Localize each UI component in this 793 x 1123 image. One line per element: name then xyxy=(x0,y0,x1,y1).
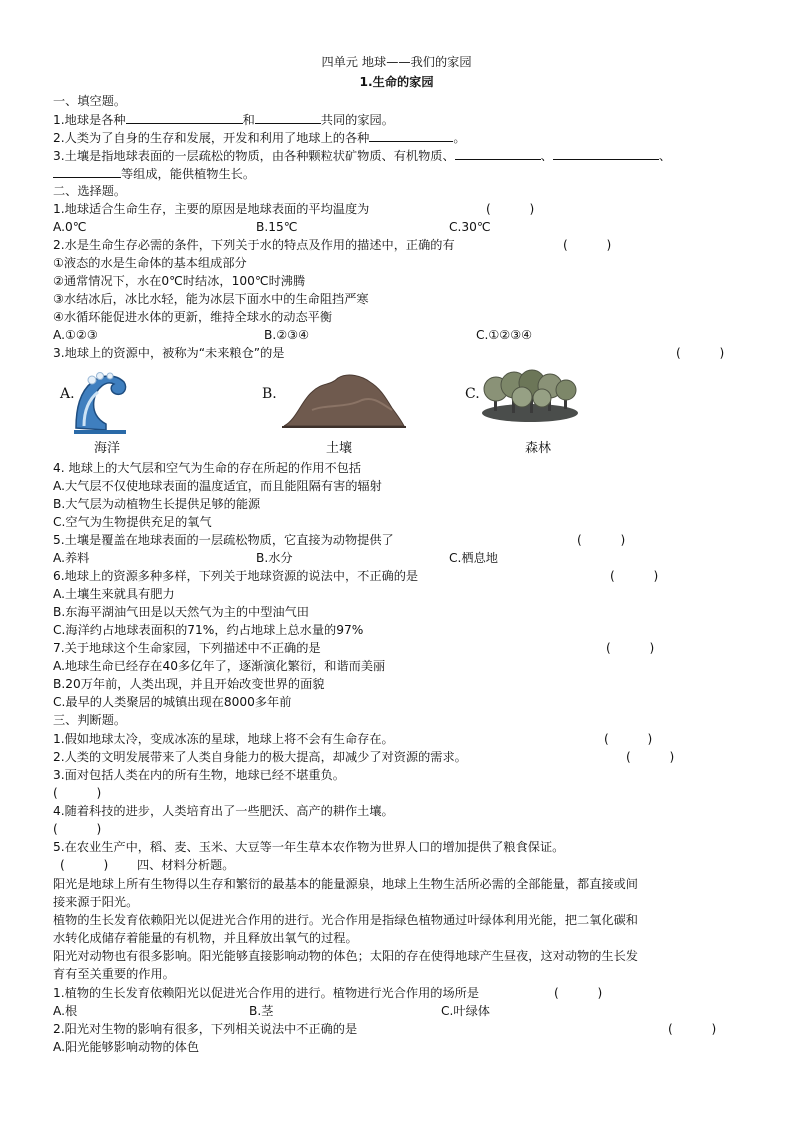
section-choice-heading: 二、选择题。 xyxy=(53,184,127,198)
statement-item: ①液态的水是生命体的基本组成部分 xyxy=(53,256,247,270)
option-c[interactable]: C.最早的人类聚居的城镇出现在8000多年前 xyxy=(53,695,292,709)
choice-q4-text: 4. 地球上的大气层和空气为生命的存在所起的作用不包括 xyxy=(53,461,362,475)
image-caption-forest: 森林 xyxy=(525,441,552,456)
statement-item: ②通常情况下，水在0℃时结冰，100℃时沸腾 xyxy=(53,274,306,288)
option-b[interactable]: B.15℃ xyxy=(256,220,298,234)
option-c[interactable]: C.海洋约占地球表面积的71%，约占地球上总水量的97% xyxy=(53,623,364,637)
image-option-a-letter[interactable]: A. xyxy=(60,386,75,402)
material-paragraph: 阳光对动物也有很多影响。阳光能够直接影响动物的体色；太阳的存在使得地球产生昼夜，这对动物的生长发 xyxy=(53,949,638,963)
judge-q5-text: 5.在农业生产中，稻、麦、玉米、大豆等一年生草本农作物为世界人口的增加提供了粮食保证。 xyxy=(53,840,565,854)
option-a[interactable]: A.养料 xyxy=(53,551,90,565)
answer-paren[interactable]: ( ) xyxy=(610,569,659,583)
forest-icon[interactable] xyxy=(480,365,580,423)
judge-q2-text: 2.人类的文明发展带来了人类自身能力的极大提高，却减少了对资源的需求。 xyxy=(53,750,467,764)
choice-q3-text: 3.地球上的资源中，被称为“未来粮仓”的是 xyxy=(53,346,285,360)
choice-q5-text: 5.土壤是覆盖在地球表面的一层疏松物质，它直接为动物提供了 xyxy=(53,533,394,547)
fill-blank-q3-line1: 3.土壤是指地球表面的一层疏松的物质，由各种颗粒状矿物质、有机物质、 、 、 xyxy=(53,149,672,163)
material-q1-text: 1.植物的生长发育依赖阳光以促进光合作用的进行。植物进行光合作用的场所是 xyxy=(53,986,480,1000)
option-a[interactable]: A.大气层不仅使地球表面的温度适宜，而且能阻隔有害的辐射 xyxy=(53,479,382,493)
image-option-c-letter[interactable]: C. xyxy=(465,386,480,402)
answer-paren[interactable]: ( ) xyxy=(676,346,725,360)
answer-paren[interactable]: ( ) xyxy=(626,750,675,764)
section-fill-blank-heading: 一、填空题。 xyxy=(53,94,127,108)
material-q2-text: 2.阳光对生物的影响有很多，下列相关说法中不正确的是 xyxy=(53,1022,358,1036)
material-paragraph: 阳光是地球上所有生物得以生存和繁衍的最基本的能量源泉，地球上生物生活所必需的全部能量，都直接或间 xyxy=(53,877,638,891)
answer-blank[interactable] xyxy=(126,111,243,124)
option-b[interactable]: B.茎 xyxy=(249,1004,274,1018)
lesson-title: 1.生命的家园 xyxy=(359,75,434,89)
answer-paren[interactable]: ( ) xyxy=(606,641,655,655)
section-material-heading: 四、材料分析题。 xyxy=(137,858,235,872)
judge-q1-text: 1.假如地球太冷，变成冰冻的星球，地球上将不会有生命存在。 xyxy=(53,732,394,746)
material-paragraph: 植物的生长发育依赖阳光以促进光合作用的进行。光合作用是指绿色植物通过叶绿体利用光能，把二氧化碳和 xyxy=(53,913,638,927)
choice-q7-text: 7.关于地球这个生命家园，下列描述中不正确的是 xyxy=(53,641,321,655)
answer-blank[interactable] xyxy=(553,147,659,160)
option-c[interactable]: C.①②③④ xyxy=(476,328,533,342)
fill-blank-q2: 2.人类为了自身的生存和发展，开发和利用了地球上的各种 。 xyxy=(53,131,466,145)
material-paragraph: 水转化成储存着能量的有机物，并且释放出氧气的过程。 xyxy=(53,931,358,945)
choice-q1-text: 1.地球适合生命生存，主要的原因是地球表面的平均温度为 xyxy=(53,202,370,216)
answer-blank[interactable] xyxy=(455,147,541,160)
option-b[interactable]: B.大气层为动植物生长提供足够的能源 xyxy=(53,497,261,511)
option-c[interactable]: C.叶绿体 xyxy=(441,1004,490,1018)
fill-blank-q1: 1.地球是各种 和 共同的家园。 xyxy=(53,113,394,127)
option-a[interactable]: A.0℃ xyxy=(53,220,87,234)
option-c[interactable]: C.空气为生物提供充足的氧气 xyxy=(53,515,212,529)
option-b[interactable]: B.东海平湖油气田是以天然气为主的中型油气田 xyxy=(53,605,309,619)
choice-q2-text: 2.水是生命生存必需的条件，下列关于水的特点及作用的描述中，正确的有 xyxy=(53,238,455,252)
unit-title: 四单元 地球——我们的家园 xyxy=(321,55,472,69)
statement-item: ④水循环能促进水体的更新，维持全球水的动态平衡 xyxy=(53,310,333,324)
answer-paren[interactable]: ( ) xyxy=(60,858,109,872)
answer-paren[interactable]: ( ) xyxy=(604,732,653,746)
answer-paren[interactable]: ( ) xyxy=(554,986,603,1000)
option-c[interactable]: C.30℃ xyxy=(449,220,491,234)
judge-q4-text: 4.随着科技的进步，人类培育出了一些肥沃、高产的耕作土壤。 xyxy=(53,804,394,818)
option-a[interactable]: A.根 xyxy=(53,1004,78,1018)
soil-icon[interactable] xyxy=(282,370,406,428)
answer-paren[interactable]: ( ) xyxy=(486,202,535,216)
option-a[interactable]: A.①②③ xyxy=(53,328,98,342)
section-judgement-heading: 三、判断题。 xyxy=(53,713,127,727)
answer-paren[interactable]: ( ) xyxy=(53,786,102,800)
choice-q6-text: 6.地球上的资源多种多样，下列关于地球资源的说法中，不正确的是 xyxy=(53,569,419,583)
option-a[interactable]: A.土壤生来就具有肥力 xyxy=(53,587,175,601)
image-option-b-letter[interactable]: B. xyxy=(262,386,277,402)
wave-icon[interactable] xyxy=(70,368,130,434)
option-a[interactable]: A.地球生命已经存在40多亿年了，逐渐演化繁衍，和谐而美丽 xyxy=(53,659,386,673)
fill-blank-q3-line2: 等组成，能供植物生长。 xyxy=(53,165,255,182)
image-caption-soil: 土壤 xyxy=(326,441,353,456)
option-c[interactable]: C.栖息地 xyxy=(449,551,498,565)
statement-item: ③水结冰后，冰比水轻，能为冰层下面水中的生命阻挡严寒 xyxy=(53,292,369,306)
option-b[interactable]: B.②③④ xyxy=(264,328,310,342)
option-a[interactable]: A.阳光能够影响动物的体色 xyxy=(53,1040,200,1054)
material-paragraph: 接来源于阳光。 xyxy=(53,895,139,909)
judge-q3-text: 3.面对包括人类在内的所有生物，地球已经不堪重负。 xyxy=(53,768,345,782)
image-caption-ocean: 海洋 xyxy=(94,441,121,456)
answer-paren[interactable]: ( ) xyxy=(577,533,626,547)
option-b[interactable]: B.水分 xyxy=(256,551,293,565)
option-b[interactable]: B.20万年前，人类出现，并且开始改变世界的面貌 xyxy=(53,677,325,691)
material-paragraph: 育有至关重要的作用。 xyxy=(53,967,175,981)
answer-paren[interactable]: ( ) xyxy=(563,238,612,252)
answer-blank[interactable] xyxy=(369,129,453,142)
answer-blank[interactable] xyxy=(53,165,121,178)
answer-paren[interactable]: ( ) xyxy=(53,822,102,836)
answer-blank[interactable] xyxy=(255,111,321,124)
answer-paren[interactable]: ( ) xyxy=(668,1022,717,1036)
